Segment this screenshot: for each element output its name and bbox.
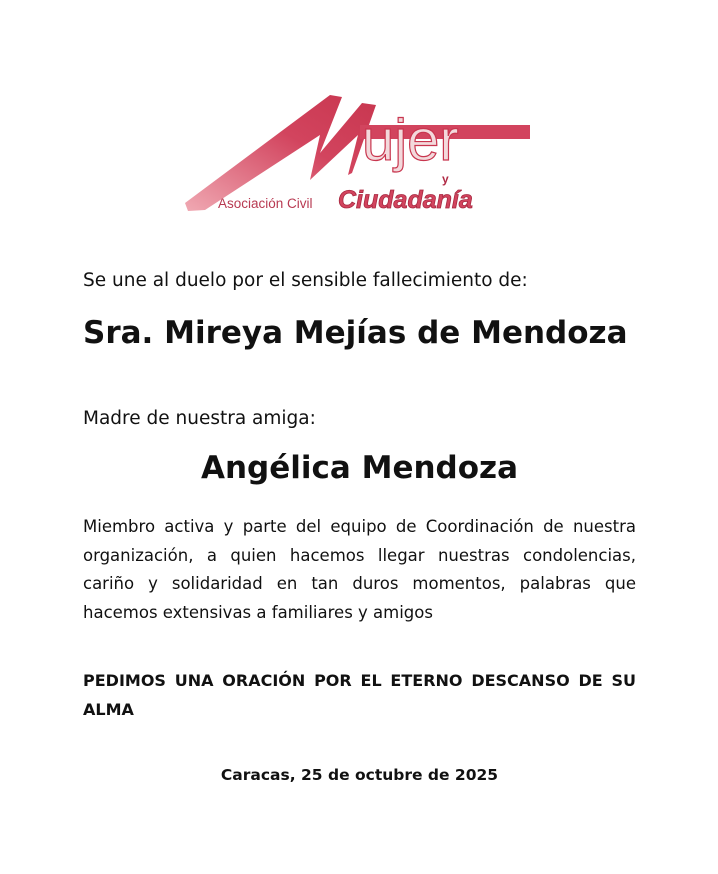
- relation-text: Madre de nuestra amiga:: [83, 408, 316, 429]
- deceased-name: Sra. Mireya Mejías de Mendoza: [83, 315, 628, 351]
- organization-logo: [180, 75, 550, 220]
- intro-text: Se une al duelo por el sensible fallecimiento de:: [83, 270, 528, 291]
- logo-org-type: Asociación Civil: [218, 196, 313, 211]
- friend-name: Angélica Mendoza: [200, 450, 518, 486]
- logo-connector: y: [442, 172, 449, 186]
- logo-brand-main: ujer: [362, 108, 459, 173]
- logo-brand-secondary: Ciudadanía: [338, 186, 473, 214]
- prayer-request: PEDIMOS UNA ORACIÓN POR EL ETERNO DESCANSO DE SU ALMA: [83, 671, 636, 719]
- logo-graphic: [180, 75, 550, 220]
- condolence-message: Miembro activa y parte del equipo de Coordinación de nuestra organización, a quien hacemos llegar nuestras condolencias, cariño y solidaridad en tan duros momentos, palabras que hacemos extensivas a familiares y amigos: [83, 517, 636, 622]
- place-date: Caracas, 25 de octubre de 2025: [220, 766, 499, 784]
